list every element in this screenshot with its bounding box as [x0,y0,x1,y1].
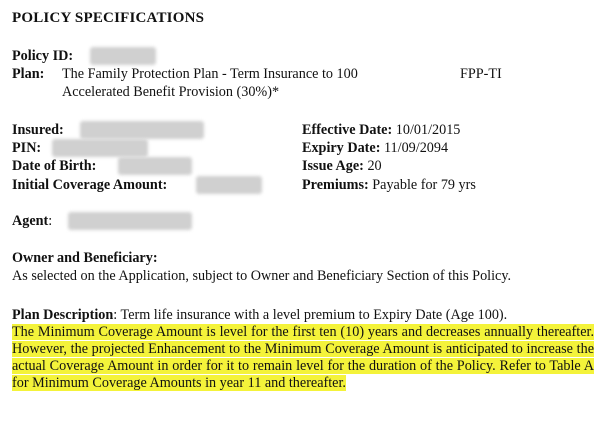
plan-description-lead: : Term life insurance with a level premium to Expiry Date (Age 100). [113,307,508,323]
issue-age-value: 20 [367,158,382,174]
dob-redaction [118,157,192,175]
plan-description [12,307,594,392]
coverage-label: Initial Coverage Amount: [12,177,168,193]
effective-date-label: Effective Date: [302,122,393,138]
policy-id-redaction [90,47,156,65]
premiums-label: Premiums: [302,177,369,193]
dob-label: Date of Birth: [12,158,97,174]
agent-label: Agent [12,213,49,229]
policy-id-label: Policy ID: [12,48,74,64]
plan-code: FPP-TI [460,66,502,82]
expiry-date-row [302,140,448,157]
expiry-date-value: 11/09/2094 [383,140,449,156]
insured-label: Insured: [12,122,64,138]
effective-date-row [302,122,460,139]
premiums-value: Payable for 79 yrs [372,177,476,193]
pin-redaction [52,139,148,157]
agent-colon: : [48,213,53,229]
pin-label: PIN: [12,140,42,156]
issue-age-label: Issue Age: [302,158,364,174]
agent-redaction [68,212,192,230]
issue-age-row [302,158,382,175]
plan-label: Plan: [12,66,45,82]
owner-heading: Owner and Beneficiary: [12,250,158,266]
plan-rider: Accelerated Benefit Provision (30%)* [62,84,280,100]
expiry-date-label: Expiry Date: [302,140,381,156]
plan-description-lead-line [12,307,594,324]
insured-redaction [80,121,204,139]
owner-text: As selected on the Application, subject to Owner and Beneficiary Section of this Policy. [12,268,512,284]
page-title: POLICY SPECIFICATIONS [12,10,205,26]
effective-date-value: 10/01/2015 [395,122,461,138]
agent-row [12,213,52,230]
coverage-redaction [196,176,262,194]
premiums-row [302,177,476,194]
plan-description-label: Plan Description [12,307,114,323]
plan-name: The Family Protection Plan - Term Insurance to 100 [62,66,358,82]
highlighted-text: The Minimum Coverage Amount is level for the first ten (10) years and decreases annually thereafter. However, the projected Enhancement to the Minimum Coverage Amount is anticipated to increase the actual Coverage Amount in order for it to remain level for the duration of the Policy. Refer to Table A for Minimum Coverage Amounts in year 11 and thereafter. [12,324,594,391]
plan-description-body [12,324,594,392]
